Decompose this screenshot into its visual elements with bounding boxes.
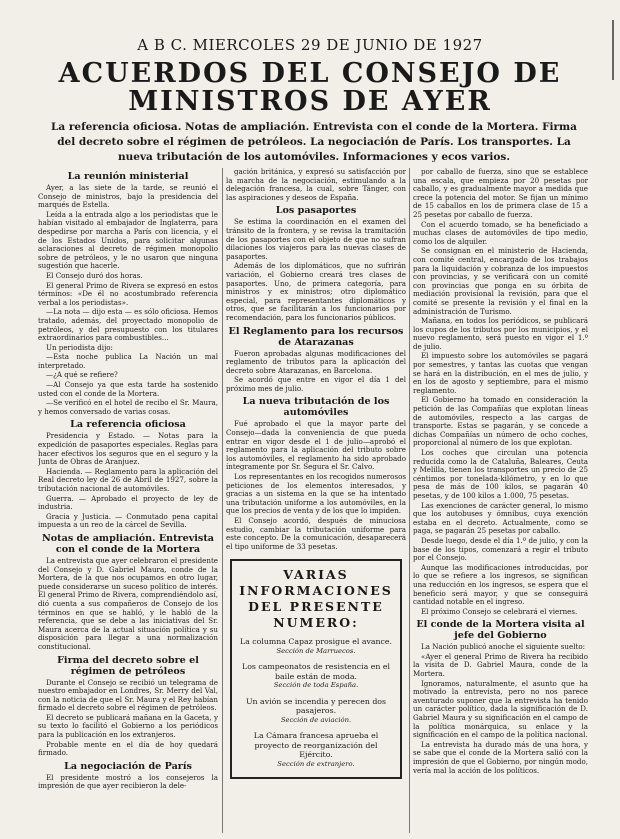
paragraph: El impuesto sobre los automóviles se pagará por semestres, y tantas las cuotas que vengan se hará en la distribución, en el mes de julio, y en los de agosto y septiembre, para el mismo reglamento. bbox=[413, 351, 588, 395]
contents-box bbox=[230, 559, 402, 779]
paragraph: El decreto se publicará mañana en la Gaceta, y su texto lo facilitó el Gobierno a los periódicos para la publicación en los extranjeros. bbox=[38, 712, 218, 740]
summary-subtitle: La referencia oficiosa. Notas de ampliación. Entrevista con el conde de la Mortera. Firma del decreto sobre el régimen de petróleos. La negociación de París. Los transportes. La nueva tributación de los automóviles. Informaciones y ecos varios. bbox=[51, 121, 577, 163]
paragraph: El general Primo de Rivera se expresó en estos términos: «De él no acostumbrado referencia verbal a los periodistas». bbox=[38, 280, 218, 307]
paragraph: Además de los diplomáticos, que no sufrirán variación, el Gobierno creará tres clases de pasaportes. Uno, de primera categoría, para ministros y ex ministros; otro diplomático especial, para representantes diplomáticos y otros, que se facilitarán a los funcionarios por recomendación, para los funcionarios públicos. bbox=[226, 261, 406, 322]
paragraph: Fueron aprobadas algunas modificaciones del reglamento de tributos para la aplicación del decreto sobre Atarazanas, en Barcelona. bbox=[226, 348, 406, 375]
headline: ACUERDOS DEL CONSEJO DE MINISTROS DE AYER bbox=[58, 58, 562, 117]
paragraph: —Esta noche publica La Nación un mal interpretado. bbox=[38, 352, 218, 370]
box-item-text: Los campeonatos de resistencia en el baile están de moda. bbox=[242, 662, 390, 681]
section-heading: La reunión ministerial bbox=[67, 171, 189, 182]
paragraph: El Consejo acordó, después de minuciosa estudio, cambiar la tributación uniforme para este concepto. De la comunicación, desaparecerá el tipo uniforme de 33 pesetas. bbox=[226, 516, 406, 551]
section-heading: La referencia oficiosa bbox=[70, 419, 186, 431]
section-heading: La nueva tributación de los automóviles bbox=[242, 396, 390, 419]
paragraph: El presidente mostró a los consejeros la impresión de que ayer recibieron la dele- bbox=[38, 772, 218, 791]
paragraph: Se estima la coordinación en el examen del tránsito de la frontera, y se revisa la tramitación de los pasaportes con el objeto de que no sufran dilaciones los viajeros para las nuevas clases de pasaportes. bbox=[226, 217, 406, 261]
paragraph: La Nación publicó anoche el siguiente suelto: bbox=[421, 642, 585, 652]
box-item-text: Un avión se incendia y perecen dos pasajeros. bbox=[245, 696, 387, 716]
section-heading: Notas de ampliación. Entrevista con el conde de la Mortera bbox=[42, 532, 214, 555]
paragraph: Un periodista dijo: bbox=[46, 342, 113, 352]
paragraph: Durante el Consejo se recibió un telegrama de nuestro embajador en Londres, Sr. Merry del Val, con la noticia de que el Sr. Maura y el Rey habían firmado el decreto sobre el régimen de petróleos. bbox=[38, 677, 218, 713]
paragraph: Leída a la entrada algo a los periodistas que le habían visitado al embajador de Inglaterra, para despedirse por marcha a París con licencia, y el de los Estados Unidos, para solicitar algunas aclaraciones al decreto de régimen monopolio sobre de petróleos, y le no usaron que ninguna sugestión que hacerle. bbox=[38, 209, 218, 271]
paragraph: Ignoramos, naturalmente, el asunto que ha motivado la entrevista, pero no nos parece aventurado suponer que la entrevista ha tenido un carácter político, dada la significación de D. Gabriel Maura y su significación en el campo de la política monárquica, su enlace y la significación en el campo de la política nacional. bbox=[413, 678, 588, 740]
box-item-text: La columna Capaz prosigue el avance. bbox=[239, 637, 393, 647]
box-item bbox=[238, 662, 394, 691]
paragraph: El próximo Consejo se celebrará el viernes. bbox=[421, 606, 578, 616]
paragraph: Los coches que circulan una potencia reducida como la de Cataluña, Baleares, Ceuta y Melilla, tienen los transportes un precio de 25 céntimos por tonelada-kilómetro, y en lo que pesa de más de 100 kilos, se pagarán 40 pesetas, y de 100 kilos a 1.000, 75 pesetas. bbox=[413, 448, 588, 500]
box-item bbox=[238, 731, 394, 769]
paragraph: «Ayer el general Primo de Rivera ha recibido la visita de D. Gabriel Maura, conde de la Mortera. bbox=[413, 651, 588, 679]
box-item-section: Sección de extranjero. bbox=[277, 759, 355, 768]
paragraph: Se acordó que entre en vigor el día 1 del próximo mes de julio. bbox=[226, 375, 406, 393]
paragraph: Probable mente en el día de hoy quedará firmado. bbox=[38, 739, 218, 758]
paragraph: El Gobierno ha tomado en consideración la petición de las Compañías que explotan líneas de automóviles, respecto a las cargas de transporte. Estas se pagarán, y se concede a dichas Compañías un número de ocho coches, proporcional al número de los que explotan. bbox=[413, 395, 588, 448]
column-rule bbox=[222, 168, 223, 833]
paragraph: Guerra. — Aprobado el proyecto de ley de industria. bbox=[38, 493, 218, 512]
paragraph: —¿A qué se refiere? bbox=[46, 370, 118, 380]
page-header: A B C. MIERCOLES 29 DE JUNIO DE 1927 bbox=[137, 36, 483, 54]
box-item-section: Sección de toda España. bbox=[273, 681, 359, 690]
box-title: VARIAS INFORMACIONES DEL PRESENTE NUMERO: bbox=[239, 567, 393, 631]
paragraph: —Al Consejo ya que esta tarde ha sostenido usted con el conde de la Mortera. bbox=[38, 380, 218, 398]
paragraph: Mañana, en todos los periódicos, se publicará los cupos de los tributos por los municipios, y el nuevo reglamento, será puesto en vigor el 1.º de julio. bbox=[413, 316, 588, 351]
column-2 bbox=[226, 168, 406, 833]
column-rule bbox=[409, 168, 410, 833]
column-3 bbox=[413, 168, 588, 833]
paragraph: Desde luego, desde el día 1.º de julio, y con la base de los tipos, comenzará a regir el tributo por el Consejo. bbox=[413, 535, 588, 563]
paragraph: Hacienda. — Reglamento para la aplicación del Real decreto ley de 26 de Abril de 1927, sobre la tributación nacional de automóviles. bbox=[38, 466, 218, 493]
paragraph: El Consejo duró dos horas. bbox=[46, 270, 143, 280]
section-heading: Los pasaportes bbox=[275, 205, 357, 217]
paragraph: Aunque las modificaciones introducidas, por lo que se refiere a los ingresos, se significan una reducción en los ingresos, se espera que el beneficio será mayor, y que se conseguirá cantidad notable en el ingreso. bbox=[413, 562, 588, 607]
paragraph: La entrevista que ayer celebraron el presidente del Consejo y D. Gabriel Maura, conde de la Mortera, de la que nos ocupamos en otro lugar, puede considerarse un suceso político de interés. El general Primo de Rivera, comprendiéndolo así, dió cuenta a sus compañeros de Consejo de los términos en que se habló, y le habló de la referencia, que se debe a las iniciativas del Sr. Maura acerca de la actual situación política y su disposición para llegar a una normalización constitucional. bbox=[38, 555, 218, 651]
paragraph: Las exenciones de carácter general, lo mismo que los autobuses y ómnibus, cuya exención estaba en el decreto. Actualmente, como se paga, se pagarán 25 pesetas por caballo. bbox=[413, 500, 588, 536]
paragraph: —La nota — dijo esta — es sólo oficiosa. Hemos tratado, además, del proyectado monopolio de petróleos, y del presupuesto con los titulares extraordinarios para combustibles... bbox=[38, 307, 218, 343]
paragraph: Ayer, a las siete de la tarde, se reunió el Consejo de ministros, bajo la presidencia del marqués de Estella. bbox=[38, 183, 218, 210]
box-item bbox=[238, 637, 394, 656]
paragraph: —Se verificó en el hotel de recibo el Sr. Maura, y hemos conversado de varias cosas. bbox=[38, 398, 218, 416]
box-item-section: Sección de aviación. bbox=[280, 715, 352, 724]
paragraph: por caballo de fuerza, sino que se establece una escala, que empieza por 20 pesetas por caballo, y es gradualmente mayor a medida que crece la potencia del motor. Se fijan un mínimo de 15 caballos en los de primera clase de 15 a 25 pesetas por caballo de fuerza. bbox=[413, 168, 588, 219]
paragraph: gación británica, y expresó su satisfacción por la marcha de la negociación, estimulando a la delegación francesa, la cual, sobre Tánger, con las aspiraciones y deseos de España. bbox=[226, 168, 406, 202]
paragraph: Gracia y Justicia. — Conmutado pena capital impuesta a un reo de la cárcel de Sevilla. bbox=[38, 511, 218, 530]
paragraph: Con el acuerdo tomado, se ha beneficiado a muchas clases de automóviles de tipo medio, como los de alquiler. bbox=[413, 219, 588, 246]
section-heading: El conde de la Mortera visita al jefe del Gobierno bbox=[416, 619, 585, 642]
paragraph: Los representantes en los recogidos numerosos peticiones de los elementos interesados, y gracias a un sistema en la que se ha intentado una tributación uniforme a los automóviles, en la que los precios de venta y de los que lo impiden. bbox=[226, 472, 406, 516]
section-heading: El Reglamento para los recursos de Atarazanas bbox=[228, 325, 404, 348]
article-columns bbox=[38, 168, 588, 833]
paragraph: Fué aprobado el que la mayor parte del Consejo—dada la conveniencia de que pueda entrar en vigor desde el 1 de julio—aprobó el reglamento para la aplicación del tributo sobre los automóviles, el reglamento ha sido aprobado íntegramente por Sr. Segura el Sr. Calvo. bbox=[226, 419, 406, 472]
paragraph: La entrevista ha durado más de una hora, y se sabe que el conde de la Mortera salió con la impresión de que el Gobierno, por ningún modo, vería mal la acción de los políticos. bbox=[413, 739, 588, 775]
column-1 bbox=[38, 168, 218, 833]
section-heading: La negociación de París bbox=[64, 760, 192, 772]
paragraph: Se consignan en el ministerio de Hacienda, con comité central, encargado de los trabajos para la liquidación y cobranza de los impuestos con provincias, y se verificará con un comité con provincias que ponga en su órbita de mediación provisional la revisión, para que el comité se presente la revisión y el final en la administración de Turismo. bbox=[413, 246, 588, 316]
box-item-text: La Cámara francesa aprueba el proyecto de reorganización del Ejército. bbox=[253, 731, 379, 760]
paragraph: Presidencia y Estado. — Notas para la expedición de pasaportes especiales. Reglas para hacer efectivos los seguros que en el seguro y la Junta de Obras de Aranjuez. bbox=[38, 431, 218, 467]
box-item bbox=[238, 697, 394, 726]
section-heading: Firma del decreto sobre el régimen de petróleos bbox=[57, 654, 199, 677]
box-item-section: Sección de Marruecos. bbox=[276, 646, 356, 655]
